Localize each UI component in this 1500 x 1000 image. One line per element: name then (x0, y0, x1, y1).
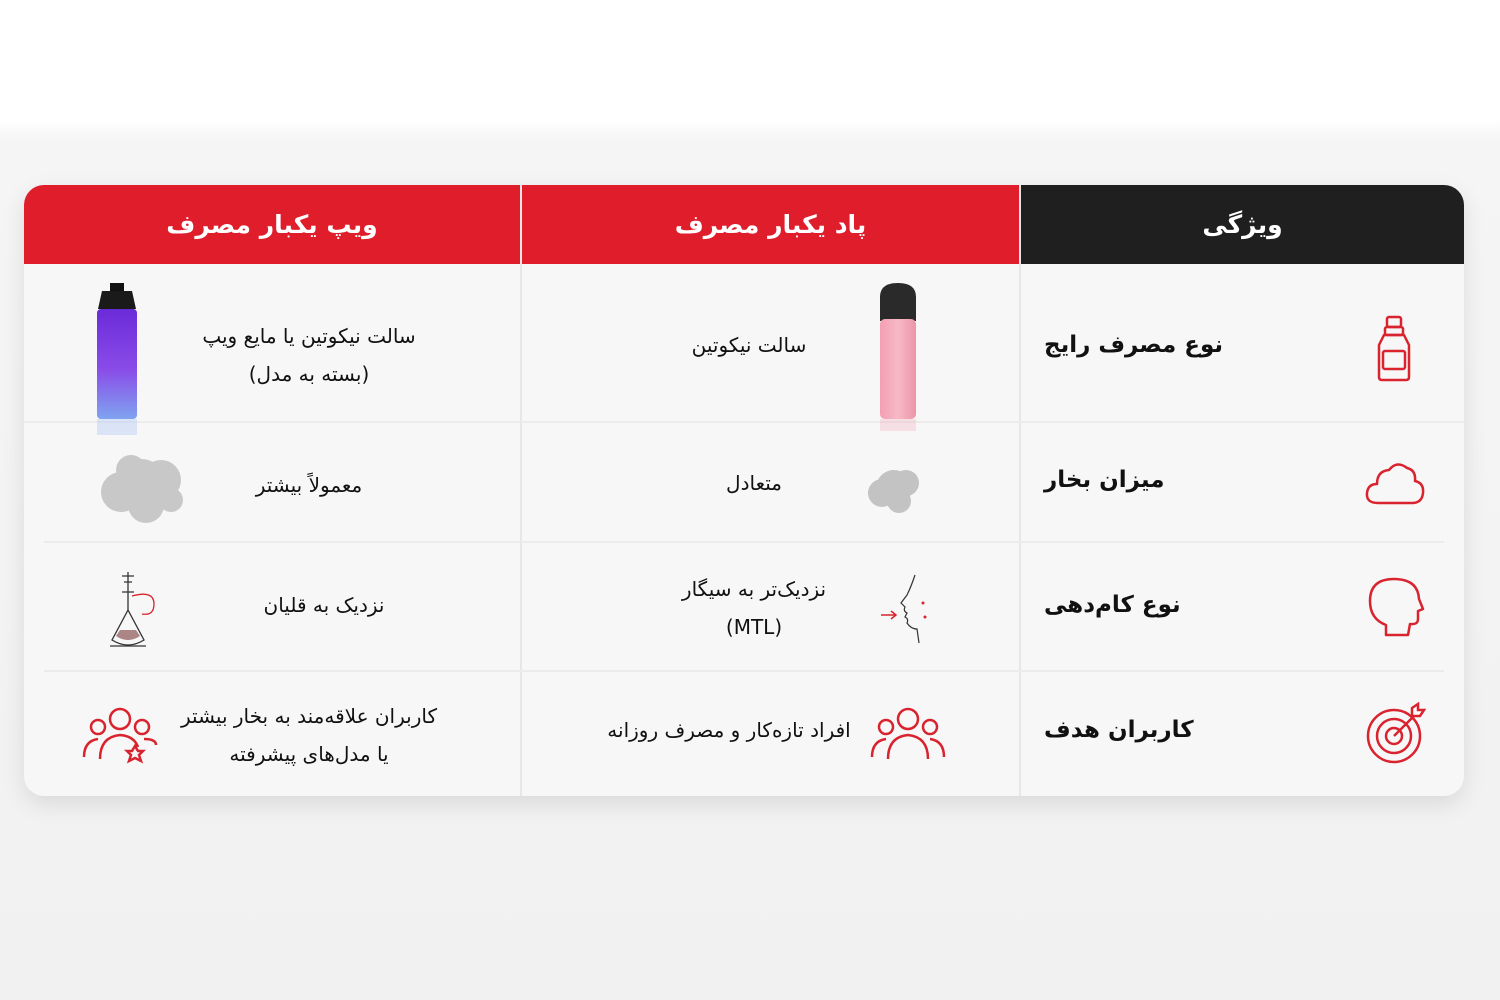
head-icon (1364, 575, 1426, 643)
users-star-icon (82, 705, 158, 769)
vape-usage-line2: (بسته به مدل) (248, 362, 370, 386)
large-vapor-cloud (86, 440, 196, 539)
column-divider (1019, 185, 1021, 796)
row-divider (24, 421, 1464, 423)
header-feature: ویژگی (1021, 185, 1464, 264)
feature-label: کاربران هدف (1044, 717, 1194, 743)
pod-vapor-text: متعادل (726, 471, 782, 495)
bottle-icon (1374, 315, 1414, 387)
pod-usage-text: سالت نیکوتین (691, 333, 807, 357)
users-group-icon (870, 705, 946, 765)
pod-draw-line2: (MTL) (725, 615, 783, 639)
row-divider (44, 541, 1444, 543)
header-pod: پاد یکبار مصرف (522, 185, 1019, 264)
vape-users-text (164, 693, 454, 777)
pod-users-text: افراد تازه‌کار و مصرف روزانه (607, 718, 851, 742)
vape-usage-line1: سالت نیکوتین یا مایع ویپ (202, 324, 416, 348)
feature-label: نوع مصرف رایج (1044, 332, 1224, 358)
vape-usage-text (164, 315, 454, 395)
pod-draw-line1: نزدیک‌تر به سیگار (681, 577, 827, 601)
vape-draw-text: نزدیک به قلیان (263, 593, 385, 617)
small-vapor-cloud (854, 453, 934, 527)
column-divider (520, 185, 522, 796)
comparison-table (24, 185, 1464, 796)
target-icon (1364, 702, 1428, 770)
cloud-icon (1364, 457, 1426, 511)
vape-users-line1: کاربران علاقه‌مند به بخار بیشتر (181, 704, 437, 728)
row-divider (44, 670, 1444, 672)
feature-label: نوع کام‌دهی (1044, 592, 1181, 618)
vape-vapor-text: معمولاً بیشتر (255, 473, 363, 497)
purple-vape-device (92, 281, 142, 445)
hookah-icon (102, 570, 162, 656)
header-vape: ویپ یکبار مصرف (24, 185, 520, 264)
pink-pod-device (876, 281, 920, 435)
vape-users-line2: یا مدل‌های پیشرفته (229, 742, 389, 766)
pod-draw-text (604, 565, 904, 651)
feature-label: میزان بخار (1044, 467, 1165, 493)
face-inhale-icon (879, 573, 939, 649)
